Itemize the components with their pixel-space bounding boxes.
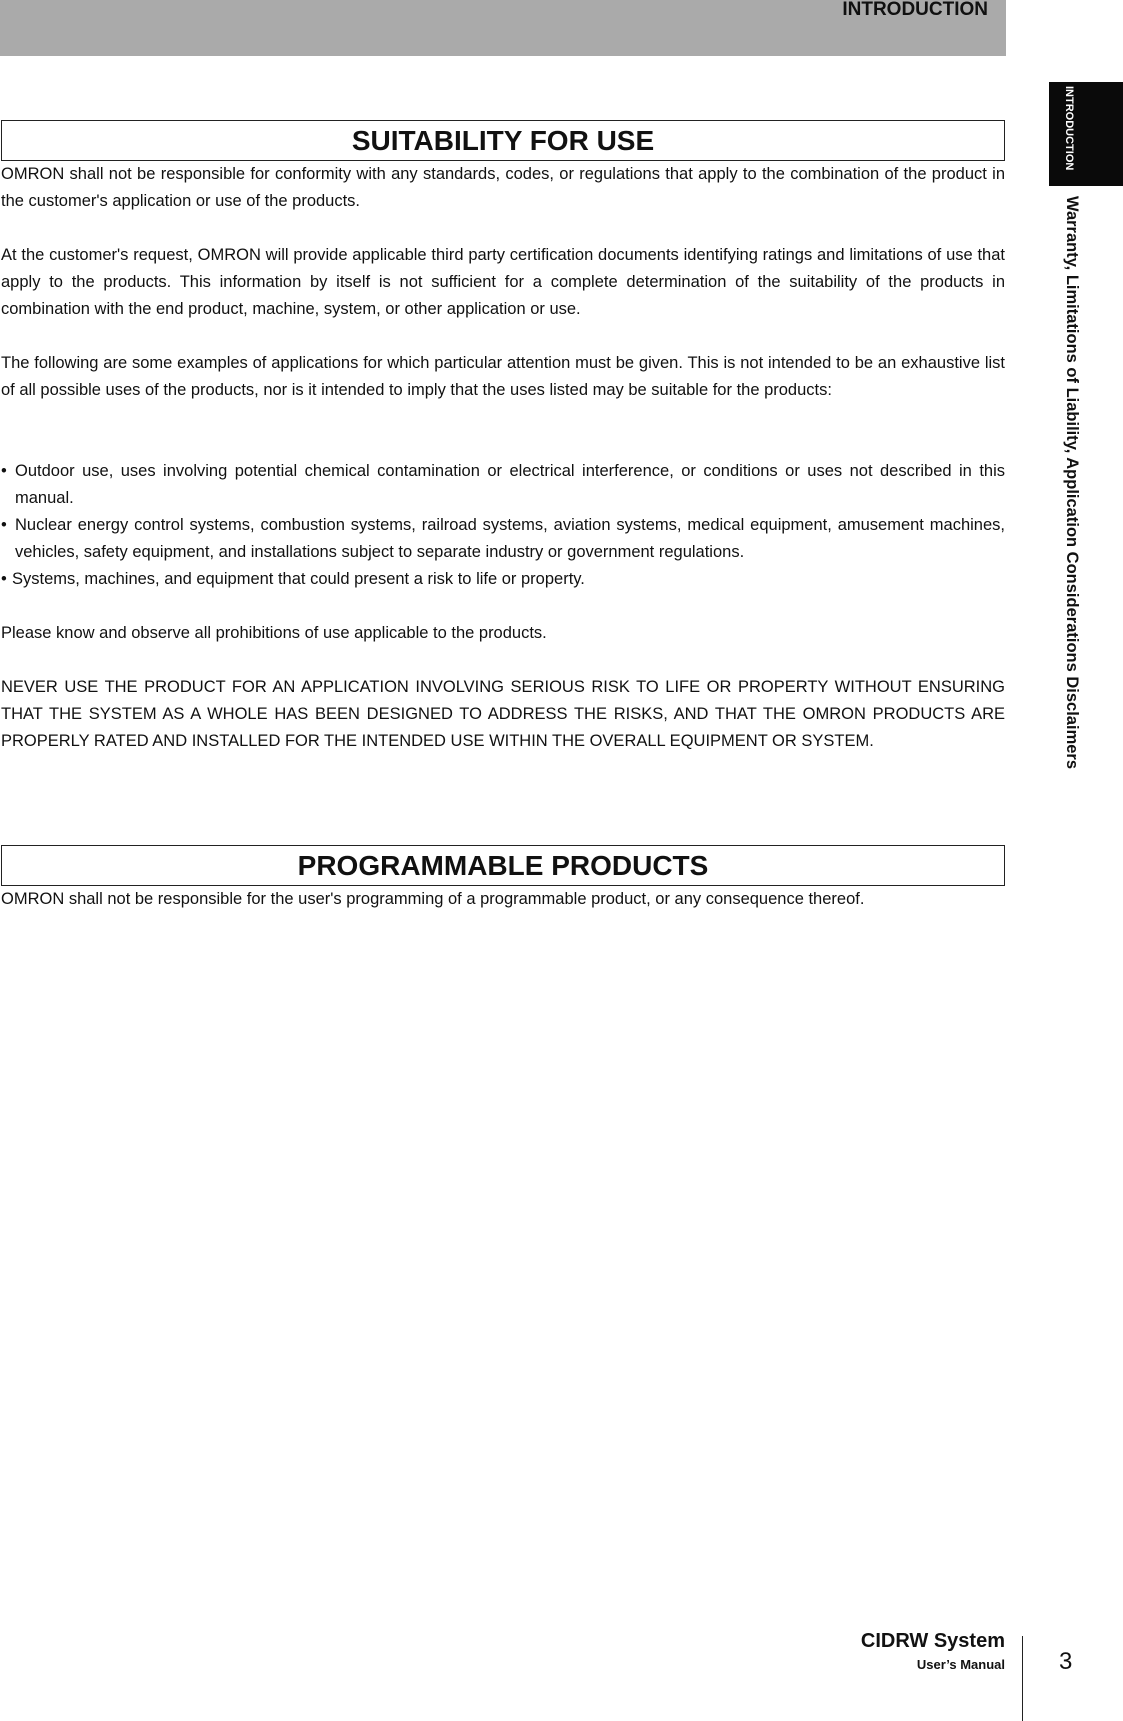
side-chapter-title: Warranty, Limitations of Liability, Application Considerations Disclaimers [1063,196,1081,770]
header-bar [0,0,1006,56]
list-item-text: Systems, machines, and equipment that could present a risk to life or property. [12,570,585,588]
list-item [1,458,1005,512]
paragraph: At the customer's request, OMRON will provide applicable third party certification documents identifying ratings and limitations of use that apply to the products. This information by itself is not sufficient for a complete determination of the suitability of the products in combination with the end product, machine, system, or other application or use. [1,246,1005,318]
programmable-section-header [1,845,1005,886]
page-content [1,120,1005,913]
side-tab [1049,82,1123,186]
footer-divider [1022,1636,1023,1721]
list-item-text: Outdoor use, uses involving potential chemical contamination or electrical interference, or conditions or uses not described in this manual. [15,462,1005,507]
list-item [1,512,1005,566]
warning-paragraph: NEVER USE THE PRODUCT FOR AN APPLICATION INVOLVING SERIOUS RISK TO LIFE OR PROPERTY WITHOUT ENSURING THAT THE SYSTEM AS A WHOLE HAS BEEN DESIGNED TO ADDRESS THE RISKS, AND THAT THE OMRON PRODUCTS ARE PROPERLY RATED AND INSTALLED FOR THE INTENDED USE WITHIN THE OVERALL EQUIPMENT OR SYSTEM. [1,678,1005,750]
bullet-mark: • [1,516,7,534]
footer-product-name: CIDRW System [860,1630,1005,1652]
header-title: INTRODUCTION [842,0,988,20]
section-title: PROGRAMMABLE PRODUCTS [297,849,709,881]
side-tab-label: INTRODUCTION [1063,86,1075,171]
footer-manual-label: User’s Manual [916,1657,1005,1672]
paragraph: OMRON shall not be responsible for the user's programming of a programmable product, or any consequence thereof. [1,890,865,908]
list-item [1,566,1005,593]
section-title: SUITABILITY FOR USE [351,124,655,156]
list-item-text: Nuclear energy control systems, combustion systems, railroad systems, aviation systems, medical equipment, amusement machines, vehicles, safety equipment, and installations subject to separate industry or government regulations. [15,516,1005,561]
paragraph: Please know and observe all prohibitions of use applicable to the products. [1,624,547,642]
bullet-mark: • [1,570,7,588]
paragraph: OMRON shall not be responsible for conformity with any standards, codes, or regulations that apply to the combination of the product in the customer's application or use of the products. [1,165,1005,210]
suitability-section-header [1,120,1005,161]
bullet-mark: • [1,462,7,480]
page-number: 3 [1059,1648,1073,1675]
paragraph: The following are some examples of applications for which particular attention must be given. This is not intended to be an exhaustive list of all possible uses of the products, nor is it intended to imply that the uses listed may be suitable for the products: [1,354,1005,399]
